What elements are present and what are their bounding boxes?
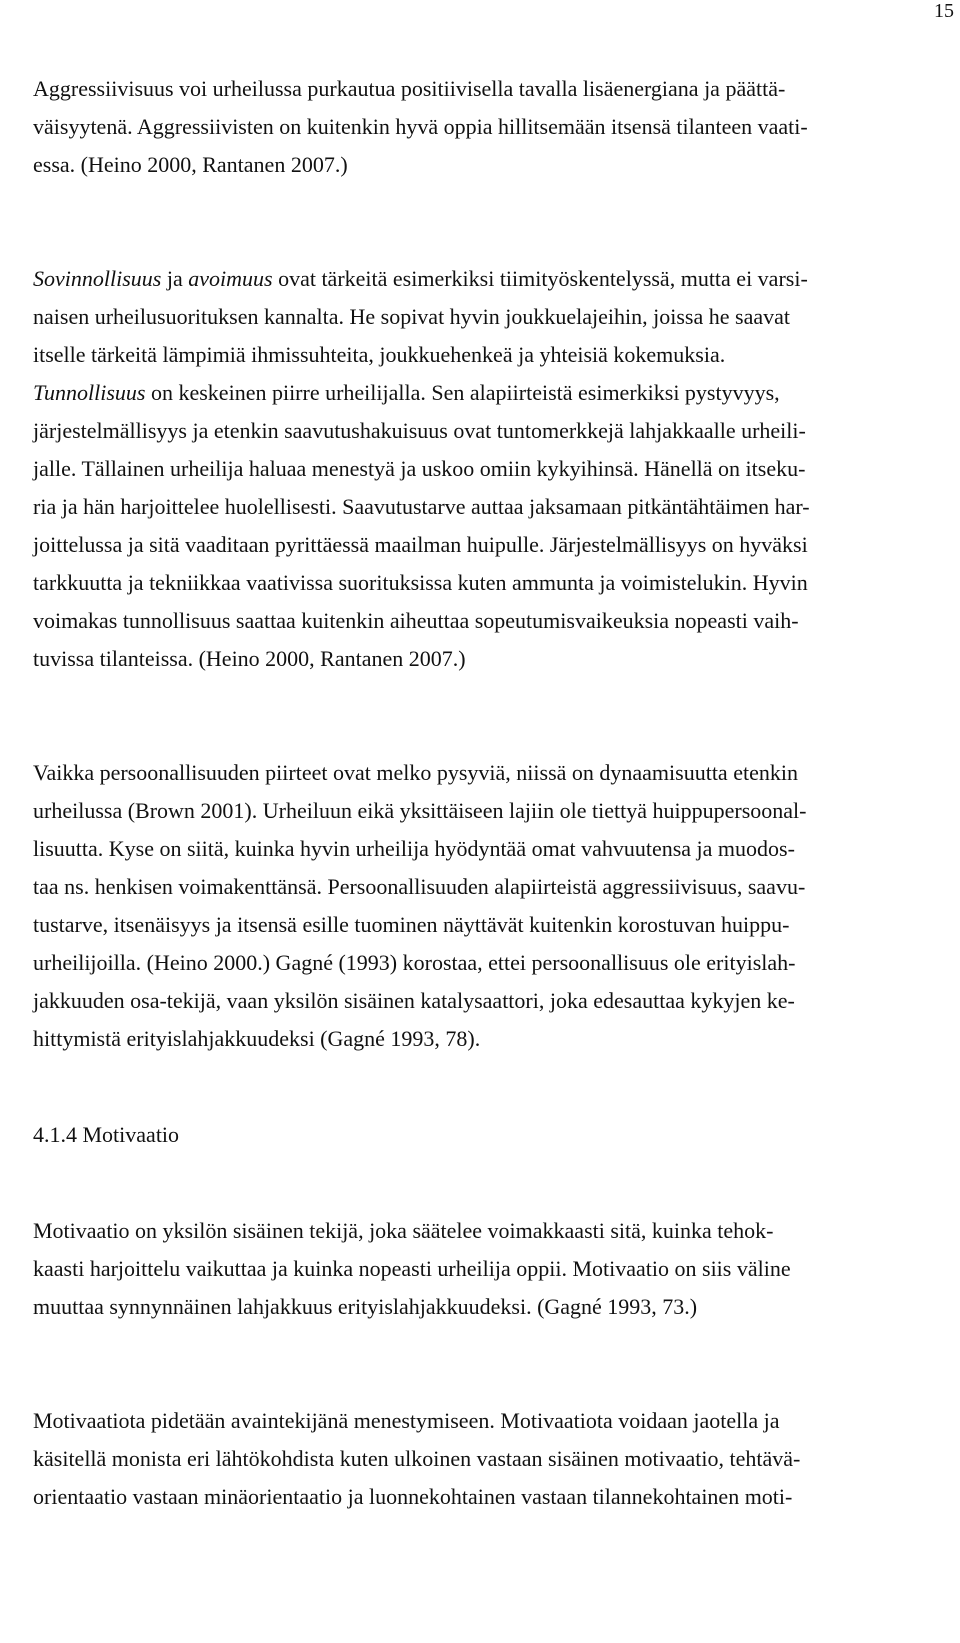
text-line: joittelussa ja sitä vaaditaan pyrittäessä maailman huipulle. Järjestelmällisyys on hyväksi <box>33 532 808 557</box>
text-line: essa. (Heino 2000, Rantanen 2007.) <box>33 152 348 177</box>
page-number: 15 <box>934 0 954 22</box>
text-line: Vaikka persoonallisuuden piirteet ovat melko pysyviä, niissä on dynaamisuutta etenkin <box>33 760 798 785</box>
text-line: taa ns. henkisen voimakenttänsä. Persoonallisuuden alapiirteistä aggressiivisuus, saavu- <box>33 874 806 899</box>
text-line <box>33 260 928 298</box>
paragraph-motivation <box>33 1212 928 1326</box>
text-fragment: ovat tärkeitä esimerkiksi tiimityöskentelyssä, mutta ei varsi- <box>272 266 808 291</box>
paragraph-gap <box>33 678 928 754</box>
text-line: jakkuuden osa-tekijä, vaan yksilön sisäinen katalysaattori, joka edesauttaa kykyjen ke- <box>33 988 795 1013</box>
text-line: Motivaatio on yksilön sisäinen tekijä, joka säätelee voimakkaasti sitä, kuinka tehok- <box>33 1218 774 1243</box>
text-line: Aggressiivisuus voi urheilussa purkautua positiivisella tavalla lisäenergiana ja päättä- <box>33 76 786 101</box>
paragraph-personality-dynamics <box>33 754 928 1058</box>
text-line: järjestelmällisyys ja etenkin saavutushakuisuus ovat tuntomerkkejä lahjakkaalle urheili- <box>33 418 806 443</box>
text-line: kaasti harjoittelu vaikuttaa ja kuinka nopeasti urheilija oppii. Motivaatio on siis väline <box>33 1256 791 1281</box>
paragraph-gap <box>33 1326 928 1402</box>
paragraph-personality-traits <box>33 260 928 678</box>
text-fragment: on keskeinen piirre urheilijalla. Sen alapiirteistä esimerkiksi pystyvyys, <box>145 380 780 405</box>
term-sovinnollisuus: Sovinnollisuus <box>33 266 162 291</box>
paragraph-motivation-key <box>33 1402 928 1516</box>
text-line: itselle tärkeitä lämpimiä ihmissuhteita, joukkuehenkeä ja yhteisiä kokemuksia. <box>33 342 726 367</box>
text-line: käsitellä monista eri lähtökohdista kuten ulkoinen vastaan sisäinen motivaatio, tehtävä- <box>33 1446 801 1471</box>
text-line <box>33 374 928 412</box>
text-line: tustarve, itsenäisyys ja itsensä esille tuominen näyttävät kuitenkin korostuvan huippu- <box>33 912 790 937</box>
section-heading: 4.1.4 Motivaatio <box>33 1122 180 1147</box>
text-line: voimakas tunnollisuus saattaa kuitenkin aiheuttaa sopeutumisvaikeuksia nopeasti vaih- <box>33 608 799 633</box>
text-line: muuttaa synnynnäinen lahjakkuus erityislahjakkuudeksi. (Gagné 1993, 73.) <box>33 1294 698 1319</box>
text-line: urheilussa (Brown 2001). Urheiluun eikä yksittäiseen lajiin ole tiettyä huippupersoonal- <box>33 798 807 823</box>
text-line: urheilijoilla. (Heino 2000.) Gagné (1993) korostaa, ettei persoonallisuus ole erityislah- <box>33 950 796 975</box>
text-line: naisen urheilusuorituksen kannalta. He sopivat hyvin joukkuelajeihin, joissa he saavat <box>33 304 790 329</box>
text-line: orientaatio vastaan minäorientaatio ja luonnekohtainen vastaan tilannekohtainen moti- <box>33 1484 793 1509</box>
text-fragment: ja <box>161 266 189 291</box>
term-tunnollisuus: Tunnollisuus <box>33 380 146 405</box>
text-line: väisyytenä. Aggressiivisten on kuitenkin hyvä oppia hillitsemään itsensä tilanteen vaati- <box>33 114 808 139</box>
text-line: ria ja hän harjoittelee huolellisesti. Saavutustarve auttaa jaksamaan pitkäntähtäimen har- <box>33 494 810 519</box>
text-line: hittymistä erityislahjakkuudeksi (Gagné 1993, 78). <box>33 1026 481 1051</box>
paragraph-aggressiveness <box>33 70 928 184</box>
text-line: jalle. Tällainen urheilija haluaa menestyä ja uskoo omiin kykyihinsä. Hänellä on itseku- <box>33 456 806 481</box>
text-line: lisuutta. Kyse on siitä, kuinka hyvin urheilija hyödyntää omat vahvuutensa ja muodos- <box>33 836 795 861</box>
paragraph-gap <box>33 184 928 260</box>
text-line: Motivaatiota pidetään avaintekijänä menestymiseen. Motivaatiota voidaan jaotella ja <box>33 1408 780 1433</box>
term-avoimuus: avoimuus <box>188 266 273 291</box>
document-body <box>33 70 928 1516</box>
paragraph-gap <box>33 1058 928 1116</box>
text-line: tarkkuutta ja tekniikkaa vaativissa suorituksissa kuten ammunta ja voimistelukin. Hyvin <box>33 570 808 595</box>
text-line: tuvissa tilanteissa. (Heino 2000, Rantanen 2007.) <box>33 646 466 671</box>
paragraph-gap <box>33 1154 928 1212</box>
